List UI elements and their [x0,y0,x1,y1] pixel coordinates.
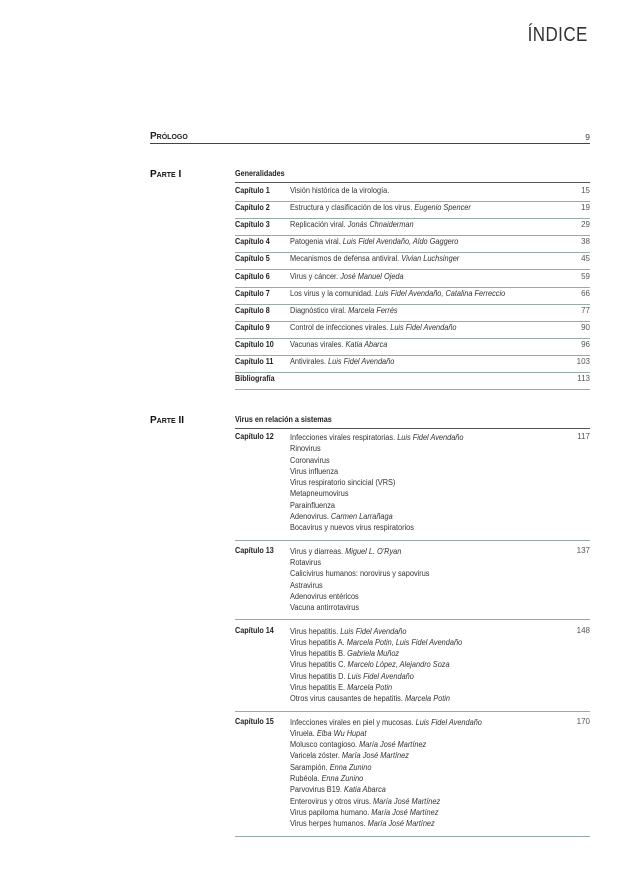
chapter-page: 170 [576,716,590,726]
chapter-row[interactable] [235,372,590,390]
chapter-author: Luis Fidel Avendaño [397,433,464,442]
chapter-title-text: Diagnóstico viral. [290,305,347,315]
parte-1-title: Generalidades [235,169,285,178]
chapter-author: Luis Fidel Avendaño [340,626,407,636]
chapter-author: Elba Wu Hupat [316,728,367,738]
prologo-page: 9 [585,132,590,142]
chapter-line-text: Parainfluenza [290,500,336,510]
chapter-author: Katia Abarca [344,785,386,795]
chapter-line [290,728,482,739]
chapter-row[interactable] [235,338,590,356]
chapter-author: Luis Fidel Avendaño [415,717,482,727]
chapter-row[interactable] [235,184,590,202]
chapter-author: Miguel L. O'Ryan [345,546,402,556]
chapter-line-text: Bocavirus y nuevos virus respiratorios [290,523,414,533]
chapter-row[interactable] [235,304,590,322]
chapter-title [290,306,398,315]
chapter-number: Capítulo 15 [235,716,274,726]
chapter-title-text: Estructura y clasificación de los virus. [290,203,413,213]
chapter-block[interactable] [235,715,590,837]
chapter-line [290,488,463,499]
chapter-author: Luis Fidel Avendaño [390,322,457,332]
chapter-author: Katia Abarca [345,339,388,349]
chapter-number: Capítulo 11 [235,357,274,366]
chapter-author: José Manuel Ojeda [340,271,404,281]
chapter-line [290,511,463,522]
chapter-lines [290,546,442,614]
chapter-line [290,750,482,761]
chapter-line [290,671,462,682]
chapter-page: 90 [581,322,590,332]
chapter-line-text: Rotavirus [290,557,322,567]
chapter-line-text: Adenovirus entéricos [290,591,359,601]
chapter-page: 29 [581,220,590,230]
chapter-author: Jonás Chnaiderman [347,220,414,230]
chapter-number: Capítulo 2 [235,203,270,213]
chapter-page: 137 [576,545,590,555]
chapter-author: Luis Fidel Avendaño [347,671,414,681]
chapter-author: Gabriela Muñoz [347,649,400,659]
chapter-row[interactable] [235,321,590,339]
divider [235,182,590,183]
chapter-number: Bibliografía [235,374,275,384]
chapter-line-text: Virus papiloma humano. [290,807,370,817]
chapter-line [290,466,463,477]
chapter-line-text: Molusco contagioso. [290,740,358,750]
chapter-line [290,637,462,648]
chapter-author: María José Martínez [373,796,441,806]
chapter-line [290,773,482,784]
chapter-line [290,591,429,602]
chapter-page: 148 [576,625,590,635]
chapter-line [290,557,429,568]
chapter-author: María José Martínez [359,740,427,750]
chapter-line [290,807,482,818]
chapter-line [290,784,482,795]
chapter-line-text: Virus influenza [290,466,339,476]
chapter-line [290,717,482,728]
chapter-line-text: Otros virus causantes de hepatitis. [290,694,403,704]
chapter-line [290,762,482,773]
chapter-author: Marcela Potin [347,682,393,692]
chapter-number: Capítulo 3 [235,220,270,230]
chapter-page: 113 [577,374,590,384]
chapter-title-text: Replicación viral. [290,220,346,230]
chapter-line [290,432,463,443]
parte-1 [150,169,590,399]
chapter-author: Marcela Potin [404,694,450,704]
chapter-line [290,739,482,750]
chapter-line-text: Parvovirus B19. [290,785,342,795]
chapter-line-text: Virus herpes humanos. [290,819,366,829]
chapter-line-text: Calicivirus humanos: norovirus y sapovirus [290,569,430,579]
parte-2-title: Virus en relación a sistemas [235,415,332,424]
chapter-page: 15 [581,186,590,195]
chapter-title [290,289,505,298]
chapter-author: María José Martínez [341,751,409,761]
chapter-row[interactable] [235,270,590,288]
chapter-author: Vivian Luchsinger [401,254,460,264]
chapter-line-text: Metapneumovirus [290,489,349,499]
chapter-line [290,682,462,693]
chapter-number: Capítulo 6 [235,271,270,281]
chapter-author: Carmen Larrañaga [330,512,393,522]
chapter-line-text: Virus respiratorio sincicial (VRS) [290,478,396,488]
chapter-line [290,546,429,557]
chapter-line-text: Adenovirus. [290,512,329,522]
chapter-title [290,203,471,212]
chapter-line-text: Rinovirus [290,444,321,454]
chapter-line-text: Infecciones virales respiratorias. [290,433,396,442]
chapter-page: 77 [581,305,590,315]
chapter-number: Capítulo 12 [235,432,274,441]
parte-2 [150,415,590,835]
chapter-lines [290,626,477,705]
chapter-number: Capítulo 4 [235,237,270,247]
chapter-number: Capítulo 8 [235,305,270,315]
chapter-page: 45 [581,254,590,264]
chapter-number: Capítulo 14 [235,625,274,635]
chapter-author: Luis Fidel Avendaño, Catalina Ferreccio [375,288,506,298]
chapter-row[interactable] [235,201,590,219]
chapter-line-text: Astravirus [290,580,323,590]
chapter-number: Capítulo 1 [235,186,270,195]
chapter-number: Capítulo 10 [235,339,274,349]
chapter-block[interactable] [235,624,590,712]
chapter-line [290,455,463,466]
chapter-number: Capítulo 7 [235,288,270,298]
chapter-title-text: Antivirales. [290,357,326,366]
prologo-row[interactable] [150,129,590,144]
chapter-title [290,357,394,366]
chapter-number: Capítulo 5 [235,254,270,264]
chapter-line-text: Virus hepatitis D. [290,671,346,681]
chapter-line-text: Rubéola. [290,774,320,784]
chapter-title [290,220,414,229]
chapter-title-text: Patogenia viral. [290,237,341,247]
parte-2-label: Parte II [150,415,185,426]
chapter-line [290,443,463,454]
chapter-line-text: Virus hepatitis. [290,626,339,636]
chapter-author: Enna Zunino [329,762,372,772]
chapter-row[interactable] [235,287,590,305]
chapter-title-text: Vacunas virales. [290,339,344,349]
chapter-line-text: Vacuna antirrotavirus [290,603,359,613]
chapter-line [290,522,463,533]
chapter-line-text: Virus hepatitis C. [290,660,346,670]
chapter-line [290,500,463,511]
chapter-line-text: Virus hepatitis A. [290,637,345,647]
chapter-author: Marcelo López, Alejandro Soza [347,660,450,670]
chapter-row[interactable] [235,355,590,373]
divider [235,428,590,429]
chapter-line-text: Infecciones virales en piel y mucosas. [290,717,414,727]
chapter-title-text: Control de infecciones virales. [290,322,389,332]
chapter-line [290,602,429,613]
chapter-row[interactable] [235,235,590,253]
chapter-page: 103 [576,357,590,366]
chapter-title-text: Mecanismos de defensa antiviral. [290,254,400,264]
chapter-line [290,659,462,670]
chapter-line-text: Virus hepatitis B. [290,649,346,659]
chapter-line-text: Virus hepatitis E. [290,682,346,692]
chapter-page: 117 [577,432,590,441]
chapter-lines [290,432,479,534]
chapter-title [290,272,404,281]
chapter-line-text: Virus y diarreas. [290,546,344,556]
chapter-author: María José Martínez [371,807,439,817]
parte-1-label: Parte I [150,169,182,180]
chapter-author: Eugenio Spencer [414,203,471,213]
chapter-page: 19 [581,203,590,213]
chapter-line-text: Enterovirus y otros virus. [290,796,371,806]
chapter-author: Marcela Ferrés [348,305,398,315]
chapter-line [290,818,482,829]
chapter-title-text: Los virus y la comunidad. [290,288,374,298]
chapter-line [290,626,462,637]
chapter-line-text: Varicela zóster. [290,751,340,761]
chapter-line [290,796,482,807]
chapter-line [290,580,429,591]
chapter-page: 66 [581,288,590,298]
chapter-author: Luis Fidel Avendaño [328,357,395,366]
chapter-line [290,477,463,488]
chapter-page: 59 [581,271,590,281]
chapter-title [290,323,457,332]
chapter-author: Marcela Potin, Luis Fidel Avendaño [346,637,463,647]
chapter-author: Enna Zunino [321,774,364,784]
chapter-page: 38 [581,237,590,247]
chapter-line-text: Viruela. [290,728,315,738]
chapter-title [290,186,389,195]
chapter-line [290,648,462,659]
chapter-line [290,693,462,704]
chapter-title [290,237,458,246]
page-title: ÍNDICE [527,24,588,46]
chapter-author: María José Martínez [367,819,435,829]
chapter-line-text: Coronavirus [290,455,330,465]
chapter-block[interactable] [235,544,590,621]
chapter-title [290,340,387,349]
chapter-line [290,568,429,579]
chapter-row[interactable] [235,252,590,270]
chapter-title [290,254,459,263]
prologo-label: Prólogo [150,131,188,142]
chapter-number: Capítulo 9 [235,322,270,332]
chapter-author: Luis Fidel Avendaño, Aldo Gaggero [342,237,459,247]
chapter-row[interactable] [235,218,590,236]
chapter-line-text: Sarampión. [290,762,328,772]
chapter-title-text: Visión histórica de la virología. [290,186,390,195]
chapter-lines [290,717,499,830]
chapter-page: 96 [581,339,590,349]
chapter-title-text: Virus y cáncer. [290,271,339,281]
chapter-number: Capítulo 13 [235,545,274,555]
chapter-block[interactable] [235,430,590,541]
